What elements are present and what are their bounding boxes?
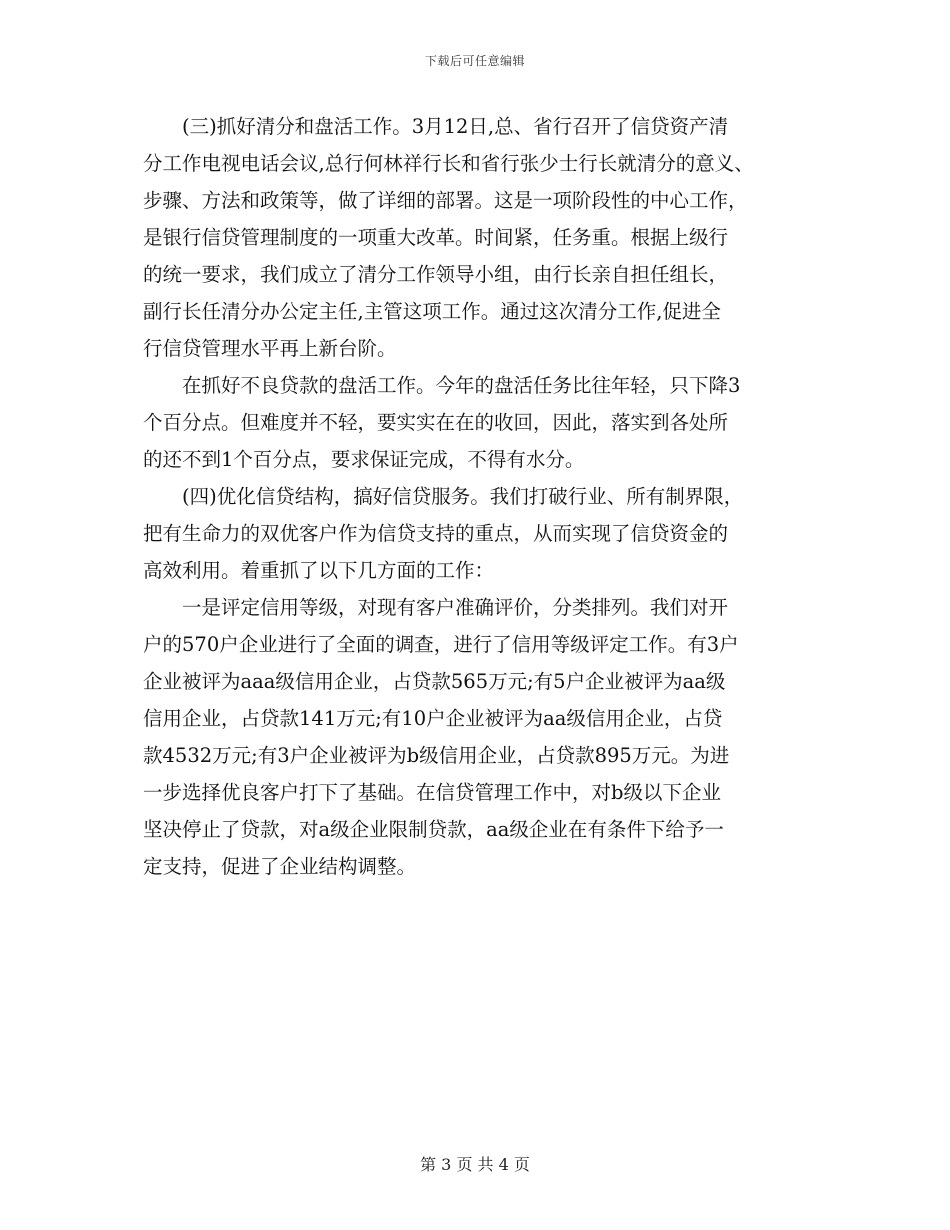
page-header: 下载后可任意编辑 — [424, 54, 525, 68]
body-line: 高效利用。着重抓了以下几方面的工作： — [143, 559, 495, 582]
body-line: 定支持，促进了企业结构调整。 — [143, 855, 417, 878]
body-line: 的统一要求，我们成立了清分工作领导小组，由行长亲自担任组长， — [143, 263, 729, 286]
body-line: 坚决停止了贷款，对a级企业限制贷款，aa级企业在有条件下给予一 — [143, 818, 724, 841]
body-line: 款4532万元;有3户企业被评为b级信用企业，占贷款895万元。为进 — [143, 744, 730, 767]
body-line: 在抓好不良贷款的盘活工作。今年的盘活任务比往年轻，只下降3 — [143, 374, 741, 397]
body-line: 副行长任清分办公定主任,主管这项工作。通过这次清分工作,促进全 — [143, 300, 721, 323]
body-line: 是银行信贷管理制度的一项重大改革。时间紧，任务重。根据上级行 — [143, 226, 729, 249]
body-line: 行信贷管理水平再上新台阶。 — [143, 337, 397, 360]
body-line: 的还不到1个百分点，要求保证完成，不得有水分。 — [143, 448, 585, 471]
body-line: 分工作电视电话会议,总行何林祥行长和省行张少士行长就清分的意义、 — [143, 152, 754, 175]
body-line: 一是评定信用等级，对现有客户准确评价，分类排列。我们对开 — [143, 596, 729, 619]
body-line: 一步选择优良客户打下了基础。在信贷管理工作中，对b级以下企业 — [143, 781, 721, 804]
body-line: (三)抓好清分和盘活工作。3月12日,总、省行召开了信贷资产清 — [143, 115, 729, 138]
body-line: 个百分点。但难度并不轻，要实实在在的收回，因此，落实到各处所 — [143, 411, 729, 434]
body-line: (四)优化信贷结构，搞好信贷服务。我们打破行业、所有制界限， — [143, 485, 744, 508]
document-body — [143, 108, 813, 885]
body-line: 把有生命力的双优客户作为信贷支持的重点，从而实现了信贷资金的 — [143, 522, 729, 545]
body-line: 企业被评为aaa级信用企业，占贷款565万元;有5户企业被评为aa级 — [143, 670, 726, 693]
body-line: 户的570户企业进行了全面的调查，进行了信用等级评定工作。有3户 — [143, 633, 739, 656]
body-line: 信用企业，占贷款141万元;有10户企业被评为aa级信用企业，占贷 — [143, 707, 723, 730]
page-number-footer: 第 3 页 共 4 页 — [420, 1155, 530, 1174]
body-line: 步骤、方法和政策等，做了详细的部署。这是一项阶段性的中心工作， — [143, 189, 748, 212]
